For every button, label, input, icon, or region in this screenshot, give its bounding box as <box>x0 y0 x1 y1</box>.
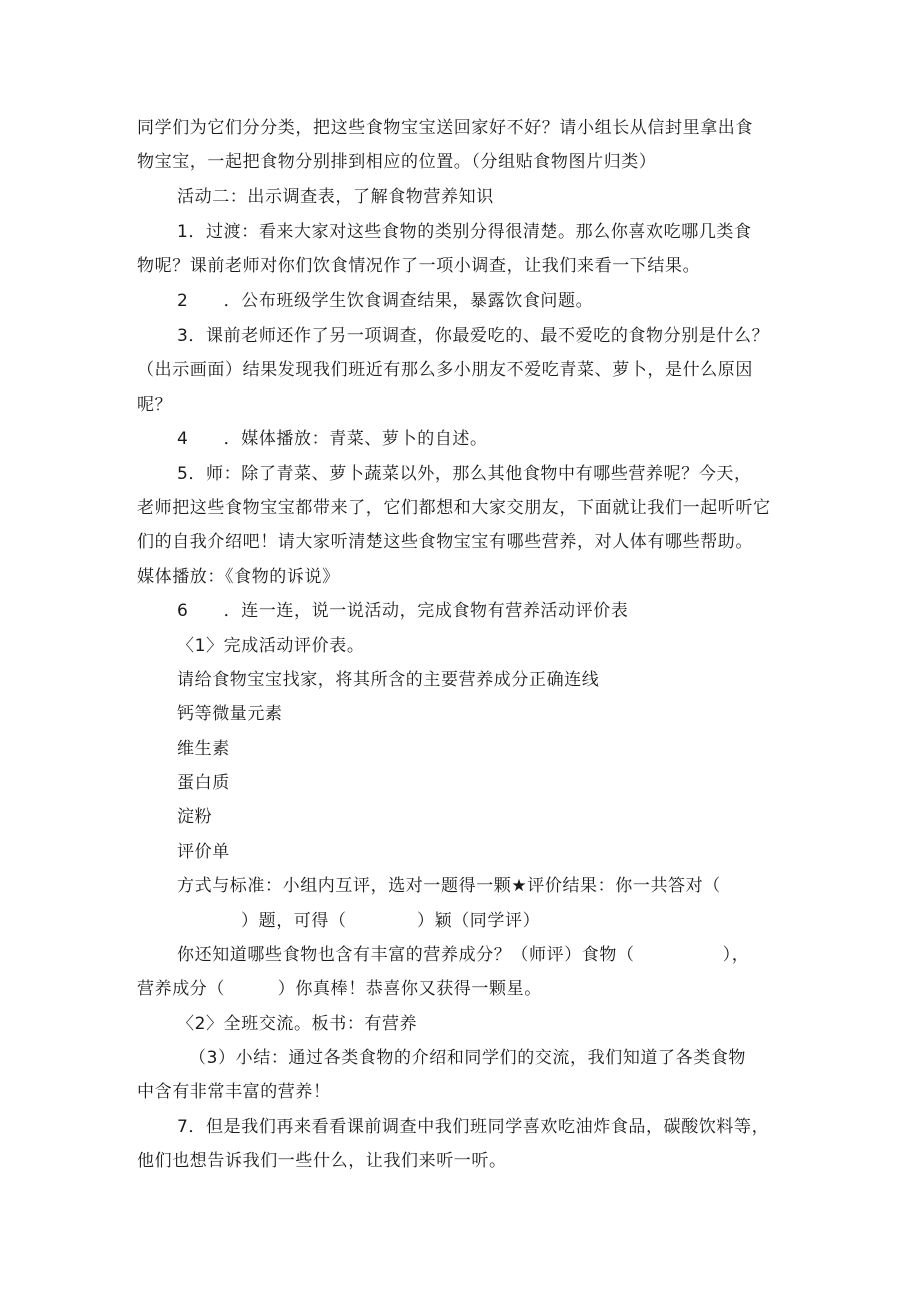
text-line: 中含有非常丰富的营养！ <box>137 1082 331 1102</box>
text-line: 3．课前老师还作了另一项调查，你最爱吃的、最不爱吃的食物分别是什么？ <box>177 326 770 346</box>
list-item: 淀粉 <box>177 807 213 827</box>
text-line: 你还知道哪些食物也含有丰富的营养成分？（师评）食物（ ）， <box>177 945 750 965</box>
text-line: 媒体播放：《食物的诉说》 <box>137 567 340 587</box>
text-line: 营养成分（ ）你真棒！恭喜你又获得一颗星。 <box>137 979 542 999</box>
text-line: （3）小结：通过各类食物的介绍和同学们的交流，我们知道了各类食物 <box>189 1048 747 1068</box>
text-line: 们的自我介绍吧！请大家听清楚这些食物宝宝有哪些营养，对人体有哪些帮助。 <box>137 532 753 552</box>
text-line: 7．但是我们再来看看课前调查中我们班同学喜欢吃油炸食品，碳酸饮料等， <box>177 1117 770 1137</box>
text-line: 〈1〉完成活动评价表。 <box>177 636 365 656</box>
text-line: ）题，可得（ ）颖（同学评） <box>241 911 541 931</box>
text-line: 2 ．公布班级学生饮食调查结果，暴露饮食问题。 <box>177 291 594 311</box>
section-heading: 活动二：出示调查表，了解食物营养知识 <box>177 187 494 207</box>
text-line: 〈2〉全班交流。板书：有营养 <box>177 1014 418 1034</box>
text-line: 他们也想告诉我们一些什么，让我们来听一听。 <box>137 1151 507 1171</box>
list-item: 维生素 <box>177 739 230 759</box>
text-line: （出示画面）结果发现我们班近有那么多小朋友不爱吃青菜、萝卜，是什么原因 <box>137 360 753 380</box>
list-item: 钙等微量元素 <box>177 704 283 724</box>
text-line: 老师把这些食物宝宝都带来了，它们都想和大家交朋友，下面就让我们一起听听它 <box>137 498 771 518</box>
text-line: 请给食物宝宝找家，将其所含的主要营养成分正确连线 <box>177 670 600 690</box>
text-line: 同学们为它们分分类，把这些食物宝宝送回家好不好？请小组长从信封里拿出食 <box>137 118 753 138</box>
text-line: 物宝宝，一起把食物分别排到相应的位置。（分组贴食物图片归类） <box>137 152 657 172</box>
text-line: 4 ．媒体播放：青菜、萝卜的自述。 <box>177 429 488 449</box>
text-line: 物呢？课前老师对你们饮食情况作了一项小调查，让我们来看一下结果。 <box>137 256 701 276</box>
text-line: 5．师：除了青菜、萝卜蔬菜以外，那么其他食物中有哪些营养呢？今天， <box>177 464 752 484</box>
text-line: 1．过渡：看来大家对这些食物的类别分得很清楚。那么你喜欢吃哪几类食 <box>177 222 752 242</box>
list-item: 蛋白质 <box>177 773 230 793</box>
text-line: 呢？ <box>137 395 173 415</box>
text-line: 方式与标准：小组内互评，选对一题得一颗★评价结果：你一共答对（ <box>177 876 721 896</box>
text-line: 6 ．连一连，说一说活动，完成食物有营养活动评价表 <box>177 601 629 621</box>
list-item: 评价单 <box>177 842 230 862</box>
